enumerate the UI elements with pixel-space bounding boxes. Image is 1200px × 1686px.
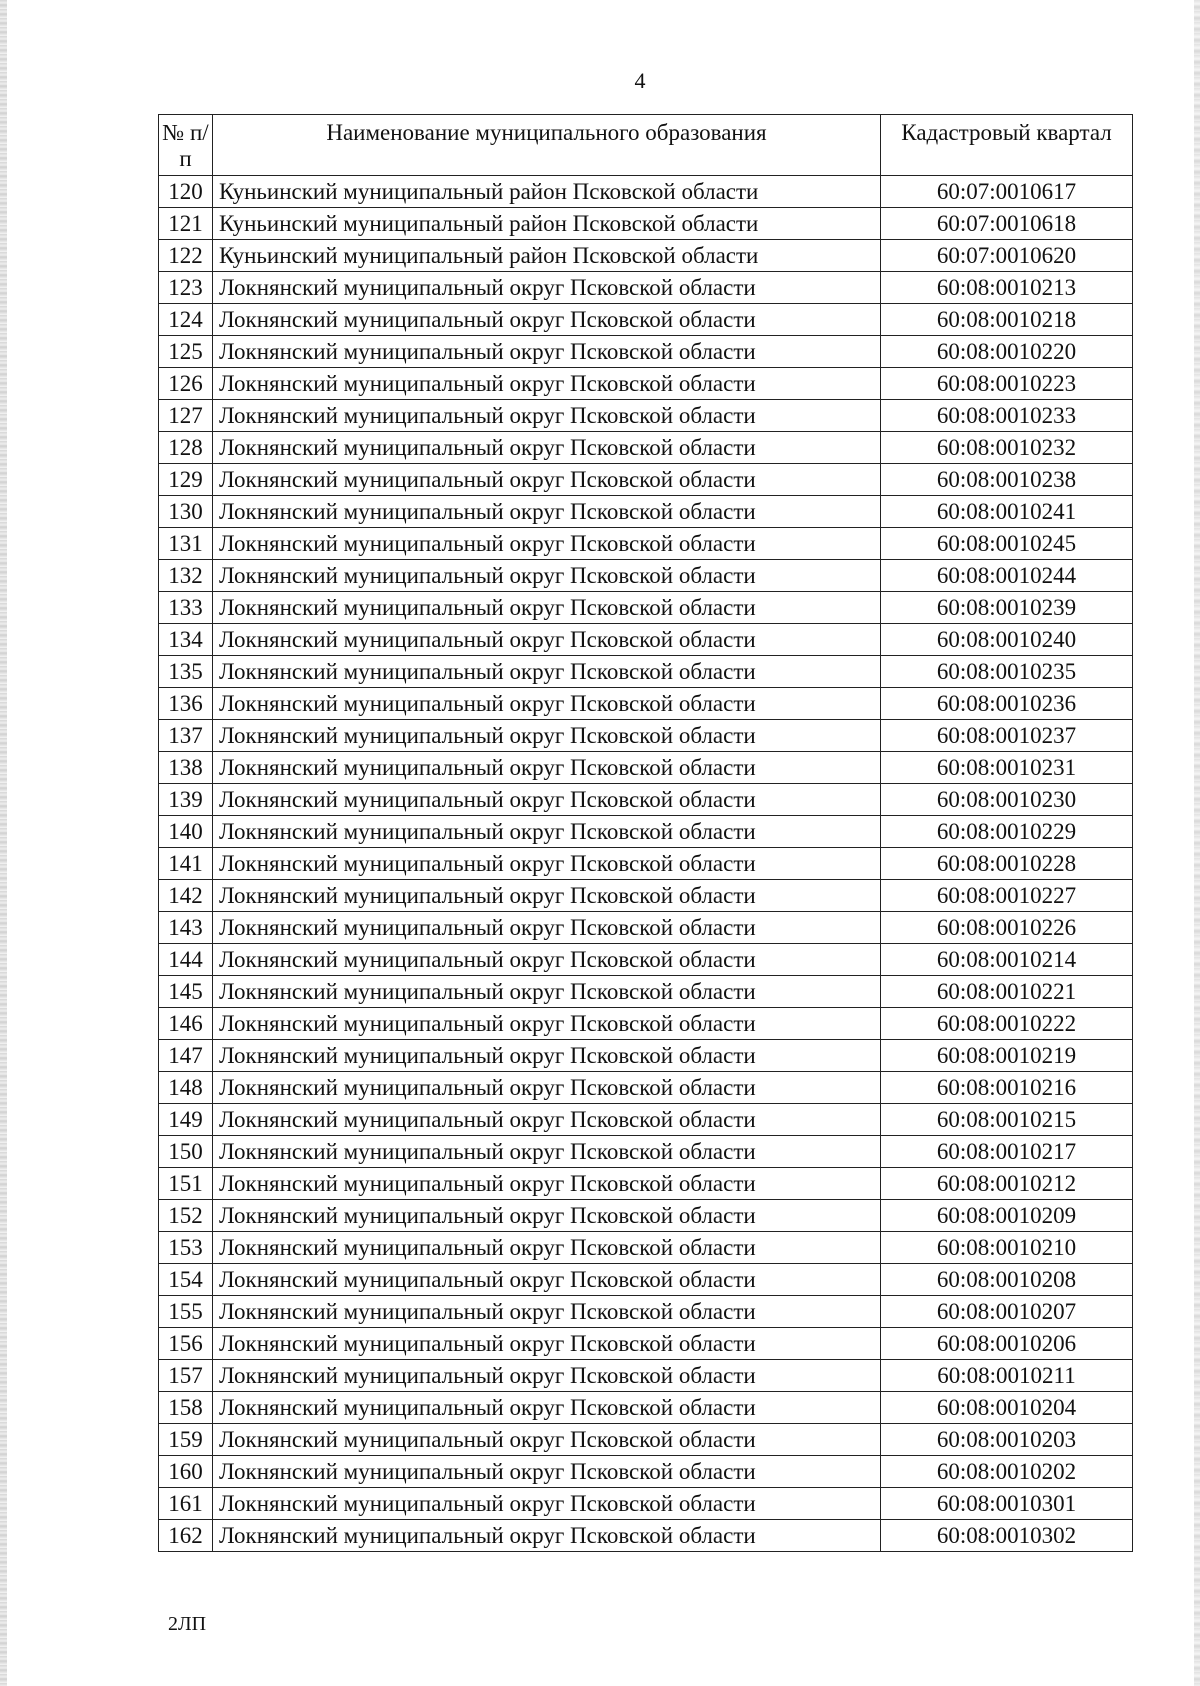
row-municipality: Локнянский муниципальный округ Псковской области bbox=[213, 1168, 881, 1200]
row-number: 130 bbox=[159, 496, 213, 528]
table-row bbox=[159, 272, 1133, 304]
row-cadastral-quarter: 60:08:0010226 bbox=[881, 912, 1133, 944]
row-number: 132 bbox=[159, 560, 213, 592]
row-number: 151 bbox=[159, 1168, 213, 1200]
row-cadastral-quarter: 60:08:0010207 bbox=[881, 1296, 1133, 1328]
row-number: 120 bbox=[159, 176, 213, 208]
table-row bbox=[159, 592, 1133, 624]
row-number: 140 bbox=[159, 816, 213, 848]
scan-edge-right bbox=[1194, 0, 1200, 1686]
row-cadastral-quarter: 60:08:0010208 bbox=[881, 1264, 1133, 1296]
row-municipality: Куньинский муниципальный район Псковской области bbox=[213, 240, 881, 272]
row-number: 138 bbox=[159, 752, 213, 784]
row-number: 149 bbox=[159, 1104, 213, 1136]
row-municipality: Локнянский муниципальный округ Псковской области bbox=[213, 368, 881, 400]
row-number: 141 bbox=[159, 848, 213, 880]
table-row bbox=[159, 176, 1133, 208]
table-row bbox=[159, 400, 1133, 432]
row-number: 123 bbox=[159, 272, 213, 304]
row-municipality: Локнянский муниципальный округ Псковской области bbox=[213, 560, 881, 592]
row-cadastral-quarter: 60:08:0010206 bbox=[881, 1328, 1133, 1360]
row-number: 148 bbox=[159, 1072, 213, 1104]
row-municipality: Локнянский муниципальный округ Псковской области bbox=[213, 528, 881, 560]
row-cadastral-quarter: 60:08:0010212 bbox=[881, 1168, 1133, 1200]
row-cadastral-quarter: 60:07:0010618 bbox=[881, 208, 1133, 240]
row-number: 145 bbox=[159, 976, 213, 1008]
row-number: 125 bbox=[159, 336, 213, 368]
row-cadastral-quarter: 60:08:0010211 bbox=[881, 1360, 1133, 1392]
table-row bbox=[159, 1008, 1133, 1040]
row-municipality: Локнянский муниципальный округ Псковской области bbox=[213, 400, 881, 432]
table-row bbox=[159, 1392, 1133, 1424]
table-row bbox=[159, 432, 1133, 464]
row-municipality: Локнянский муниципальный округ Псковской области bbox=[213, 336, 881, 368]
row-municipality: Локнянский муниципальный округ Псковской области bbox=[213, 1072, 881, 1104]
row-number: 154 bbox=[159, 1264, 213, 1296]
row-number: 157 bbox=[159, 1360, 213, 1392]
row-cadastral-quarter: 60:08:0010244 bbox=[881, 560, 1133, 592]
row-number: 122 bbox=[159, 240, 213, 272]
row-municipality: Локнянский муниципальный округ Псковской области bbox=[213, 816, 881, 848]
row-municipality: Локнянский муниципальный округ Псковской области bbox=[213, 1392, 881, 1424]
table-row bbox=[159, 1264, 1133, 1296]
row-number: 131 bbox=[159, 528, 213, 560]
row-municipality: Локнянский муниципальный округ Псковской области bbox=[213, 1264, 881, 1296]
table-row bbox=[159, 1136, 1133, 1168]
row-municipality: Локнянский муниципальный округ Псковской области bbox=[213, 1104, 881, 1136]
row-cadastral-quarter: 60:08:0010222 bbox=[881, 1008, 1133, 1040]
row-cadastral-quarter: 60:08:0010215 bbox=[881, 1104, 1133, 1136]
row-municipality: Куньинский муниципальный район Псковской области bbox=[213, 176, 881, 208]
row-municipality: Куньинский муниципальный район Псковской области bbox=[213, 208, 881, 240]
table-row bbox=[159, 656, 1133, 688]
row-cadastral-quarter: 60:08:0010235 bbox=[881, 656, 1133, 688]
row-municipality: Локнянский муниципальный округ Псковской области bbox=[213, 496, 881, 528]
row-municipality: Локнянский муниципальный округ Псковской области bbox=[213, 976, 881, 1008]
table-row bbox=[159, 816, 1133, 848]
row-cadastral-quarter: 60:08:0010237 bbox=[881, 720, 1133, 752]
row-number: 136 bbox=[159, 688, 213, 720]
row-cadastral-quarter: 60:08:0010240 bbox=[881, 624, 1133, 656]
row-number: 146 bbox=[159, 1008, 213, 1040]
row-number: 134 bbox=[159, 624, 213, 656]
row-municipality: Локнянский муниципальный округ Псковской области bbox=[213, 1232, 881, 1264]
row-cadastral-quarter: 60:08:0010229 bbox=[881, 816, 1133, 848]
row-cadastral-quarter: 60:08:0010233 bbox=[881, 400, 1133, 432]
row-number: 144 bbox=[159, 944, 213, 976]
table-row bbox=[159, 1424, 1133, 1456]
row-number: 143 bbox=[159, 912, 213, 944]
row-cadastral-quarter: 60:08:0010217 bbox=[881, 1136, 1133, 1168]
row-municipality: Локнянский муниципальный округ Псковской области bbox=[213, 432, 881, 464]
row-number: 161 bbox=[159, 1488, 213, 1520]
row-cadastral-quarter: 60:08:0010213 bbox=[881, 272, 1133, 304]
table-row bbox=[159, 944, 1133, 976]
table-row bbox=[159, 1200, 1133, 1232]
row-number: 155 bbox=[159, 1296, 213, 1328]
row-municipality: Локнянский муниципальный округ Псковской области bbox=[213, 1424, 881, 1456]
row-number: 139 bbox=[159, 784, 213, 816]
row-number: 126 bbox=[159, 368, 213, 400]
table-row bbox=[159, 560, 1133, 592]
table-row bbox=[159, 1520, 1133, 1552]
header-name: Наименование муниципального образования bbox=[213, 115, 881, 176]
table-row bbox=[159, 1488, 1133, 1520]
row-cadastral-quarter: 60:08:0010204 bbox=[881, 1392, 1133, 1424]
table-row bbox=[159, 1232, 1133, 1264]
row-cadastral-quarter: 60:08:0010245 bbox=[881, 528, 1133, 560]
row-municipality: Локнянский муниципальный округ Псковской области bbox=[213, 1136, 881, 1168]
table-row bbox=[159, 368, 1133, 400]
row-municipality: Локнянский муниципальный округ Псковской области bbox=[213, 880, 881, 912]
row-cadastral-quarter: 60:08:0010230 bbox=[881, 784, 1133, 816]
row-municipality: Локнянский муниципальный округ Псковской области bbox=[213, 1328, 881, 1360]
row-cadastral-quarter: 60:08:0010218 bbox=[881, 304, 1133, 336]
header-cadastral: Кадастровый квартал bbox=[881, 115, 1133, 176]
row-municipality: Локнянский муниципальный округ Псковской области bbox=[213, 1008, 881, 1040]
table-row bbox=[159, 784, 1133, 816]
row-number: 159 bbox=[159, 1424, 213, 1456]
row-municipality: Локнянский муниципальный округ Псковской области bbox=[213, 688, 881, 720]
table-row bbox=[159, 1360, 1133, 1392]
row-number: 128 bbox=[159, 432, 213, 464]
row-municipality: Локнянский муниципальный округ Псковской области bbox=[213, 784, 881, 816]
table-row bbox=[159, 624, 1133, 656]
row-cadastral-quarter: 60:08:0010210 bbox=[881, 1232, 1133, 1264]
table-row bbox=[159, 304, 1133, 336]
footer-mark: 2ЛП bbox=[168, 1613, 207, 1635]
table-row bbox=[159, 240, 1133, 272]
table-row bbox=[159, 976, 1133, 1008]
row-number: 127 bbox=[159, 400, 213, 432]
row-municipality: Локнянский муниципальный округ Псковской области bbox=[213, 944, 881, 976]
row-cadastral-quarter: 60:08:0010220 bbox=[881, 336, 1133, 368]
row-number: 137 bbox=[159, 720, 213, 752]
cadastral-table bbox=[158, 114, 1133, 1552]
row-number: 121 bbox=[159, 208, 213, 240]
row-municipality: Локнянский муниципальный округ Псковской области bbox=[213, 304, 881, 336]
row-municipality: Локнянский муниципальный округ Псковской области bbox=[213, 720, 881, 752]
row-municipality: Локнянский муниципальный округ Псковской области bbox=[213, 656, 881, 688]
row-cadastral-quarter: 60:07:0010620 bbox=[881, 240, 1133, 272]
header-number: № п/п bbox=[159, 115, 213, 176]
row-number: 124 bbox=[159, 304, 213, 336]
row-cadastral-quarter: 60:08:0010302 bbox=[881, 1520, 1133, 1552]
table-row bbox=[159, 336, 1133, 368]
page-number: 4 bbox=[634, 68, 646, 93]
table-row bbox=[159, 1104, 1133, 1136]
row-cadastral-quarter: 60:08:0010219 bbox=[881, 1040, 1133, 1072]
row-municipality: Локнянский муниципальный округ Псковской области bbox=[213, 752, 881, 784]
row-municipality: Локнянский муниципальный округ Псковской области bbox=[213, 1360, 881, 1392]
row-cadastral-quarter: 60:08:0010202 bbox=[881, 1456, 1133, 1488]
table-row bbox=[159, 208, 1133, 240]
table-row bbox=[159, 1328, 1133, 1360]
table-row bbox=[159, 1296, 1133, 1328]
row-municipality: Локнянский муниципальный округ Псковской области bbox=[213, 848, 881, 880]
row-number: 147 bbox=[159, 1040, 213, 1072]
table-row bbox=[159, 688, 1133, 720]
scan-edge-left bbox=[0, 0, 7, 1686]
table-row bbox=[159, 528, 1133, 560]
row-cadastral-quarter: 60:08:0010228 bbox=[881, 848, 1133, 880]
table-row bbox=[159, 912, 1133, 944]
row-cadastral-quarter: 60:08:0010232 bbox=[881, 432, 1133, 464]
row-number: 142 bbox=[159, 880, 213, 912]
row-municipality: Локнянский муниципальный округ Псковской области bbox=[213, 464, 881, 496]
row-number: 129 bbox=[159, 464, 213, 496]
table-row bbox=[159, 1168, 1133, 1200]
row-cadastral-quarter: 60:08:0010221 bbox=[881, 976, 1133, 1008]
row-municipality: Локнянский муниципальный округ Псковской области bbox=[213, 1520, 881, 1552]
row-municipality: Локнянский муниципальный округ Псковской области bbox=[213, 1488, 881, 1520]
table-row bbox=[159, 1072, 1133, 1104]
row-cadastral-quarter: 60:08:0010214 bbox=[881, 944, 1133, 976]
row-municipality: Локнянский муниципальный округ Псковской области bbox=[213, 1296, 881, 1328]
row-cadastral-quarter: 60:08:0010216 bbox=[881, 1072, 1133, 1104]
row-cadastral-quarter: 60:08:0010203 bbox=[881, 1424, 1133, 1456]
row-number: 153 bbox=[159, 1232, 213, 1264]
table-row bbox=[159, 1456, 1133, 1488]
table-row bbox=[159, 720, 1133, 752]
row-number: 133 bbox=[159, 592, 213, 624]
row-cadastral-quarter: 60:08:0010238 bbox=[881, 464, 1133, 496]
row-municipality: Локнянский муниципальный округ Псковской области bbox=[213, 1456, 881, 1488]
row-cadastral-quarter: 60:08:0010227 bbox=[881, 880, 1133, 912]
table-row bbox=[159, 496, 1133, 528]
row-municipality: Локнянский муниципальный округ Псковской области bbox=[213, 272, 881, 304]
row-cadastral-quarter: 60:08:0010223 bbox=[881, 368, 1133, 400]
row-number: 160 bbox=[159, 1456, 213, 1488]
row-municipality: Локнянский муниципальный округ Псковской области bbox=[213, 624, 881, 656]
row-number: 162 bbox=[159, 1520, 213, 1552]
row-cadastral-quarter: 60:08:0010301 bbox=[881, 1488, 1133, 1520]
row-cadastral-quarter: 60:08:0010231 bbox=[881, 752, 1133, 784]
row-cadastral-quarter: 60:08:0010239 bbox=[881, 592, 1133, 624]
row-municipality: Локнянский муниципальный округ Псковской области bbox=[213, 1040, 881, 1072]
table-header-row bbox=[159, 115, 1133, 176]
row-municipality: Локнянский муниципальный округ Псковской области bbox=[213, 592, 881, 624]
row-cadastral-quarter: 60:07:0010617 bbox=[881, 176, 1133, 208]
row-cadastral-quarter: 60:08:0010236 bbox=[881, 688, 1133, 720]
row-cadastral-quarter: 60:08:0010209 bbox=[881, 1200, 1133, 1232]
table-body bbox=[159, 176, 1133, 1552]
table-row bbox=[159, 752, 1133, 784]
row-number: 158 bbox=[159, 1392, 213, 1424]
row-municipality: Локнянский муниципальный округ Псковской области bbox=[213, 1200, 881, 1232]
row-number: 156 bbox=[159, 1328, 213, 1360]
row-number: 135 bbox=[159, 656, 213, 688]
row-cadastral-quarter: 60:08:0010241 bbox=[881, 496, 1133, 528]
row-number: 152 bbox=[159, 1200, 213, 1232]
row-municipality: Локнянский муниципальный округ Псковской области bbox=[213, 912, 881, 944]
table-row bbox=[159, 848, 1133, 880]
table-row bbox=[159, 1040, 1133, 1072]
table-row bbox=[159, 880, 1133, 912]
table-row bbox=[159, 464, 1133, 496]
row-number: 150 bbox=[159, 1136, 213, 1168]
